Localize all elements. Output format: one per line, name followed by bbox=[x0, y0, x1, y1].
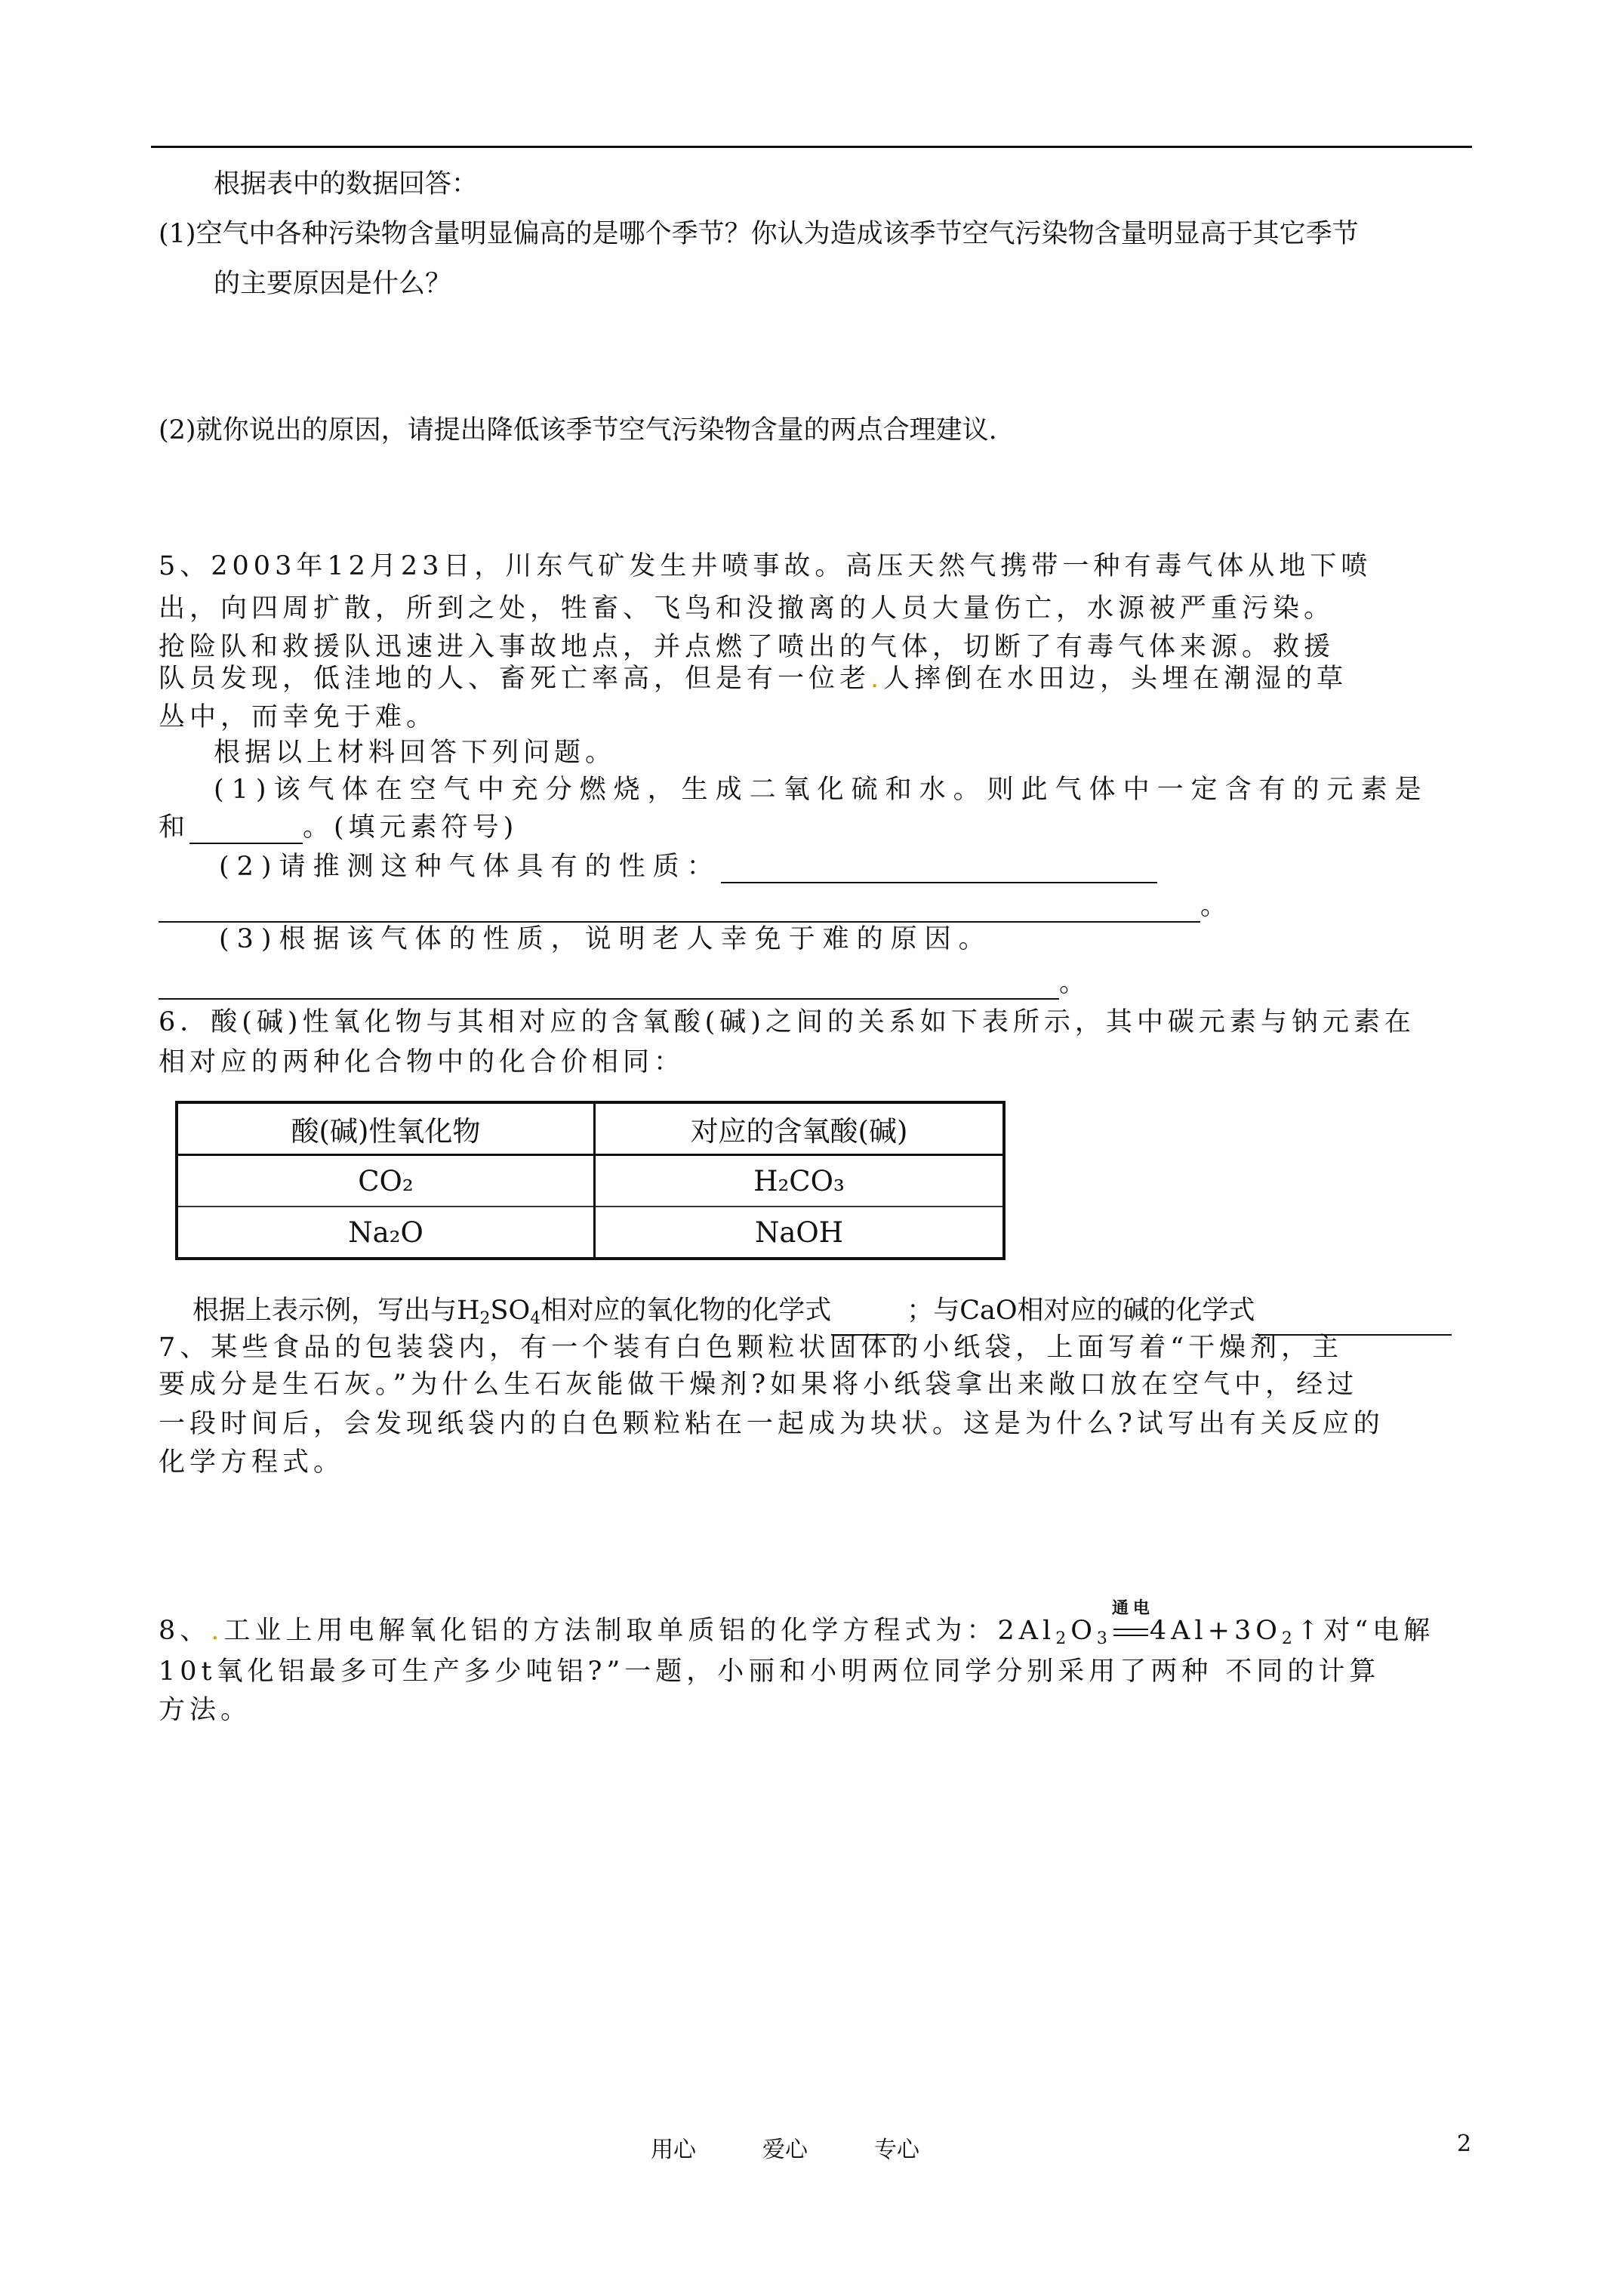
q7-line-4: 化学方程式。 bbox=[159, 1447, 345, 1478]
q8-text-2: 对“电解 bbox=[1323, 1616, 1435, 1646]
q6-after-so: SO bbox=[490, 1296, 531, 1326]
q5-line-1: 5、2003年12月23日，川东气矿发生井喷事故。高压天然气携带一种有毒气体从地下喷 bbox=[159, 551, 1372, 581]
gas-arrow: ↑ bbox=[1296, 1616, 1324, 1646]
q5-line-5: 丛中，而幸免于难。 bbox=[159, 702, 438, 732]
intro-text: 根据表中的数据回答： bbox=[214, 169, 479, 199]
equation-o: O bbox=[1070, 1616, 1097, 1646]
equals-sign bbox=[1113, 1629, 1148, 1636]
footer-motto-3: 专心 bbox=[874, 2137, 919, 2163]
reaction-condition bbox=[1111, 1598, 1154, 1647]
q5-sub2-text: (2)请推测这种气体具有的性质： bbox=[219, 852, 721, 882]
q6-after-text-3: ；与CaO相对应的碱的化学式 bbox=[907, 1296, 1255, 1326]
q5-sub1-line-2 bbox=[159, 811, 518, 844]
q7-line-3: 一段时间后，会发现纸袋内的白色颗粒粘在一起成为块状。这是为什么?试写出有关反应的 bbox=[159, 1409, 1384, 1439]
q6-line-1: 6．酸(碱)性氧化物与其相对应的含氧酸(碱)之间的关系如下表所示，其中碳元素与钠元素在 bbox=[159, 1007, 1415, 1037]
q8-line-2: 10t氧化铝最多可生产多少吨铝?”一题，小丽和小明两位同学分别采用了两种 不同的计算 bbox=[159, 1657, 1381, 1687]
header-rule bbox=[151, 146, 1472, 148]
q8-line-3: 方法。 bbox=[159, 1695, 252, 1725]
subscript: 4 bbox=[530, 1309, 541, 1328]
question-1-line-1: (1)空气中各种污染物含量明显偏高的是哪个季节？你认为造成该季节空气污染物含量明显高于其它季节 bbox=[159, 219, 1359, 249]
subscript: 3 bbox=[1096, 1629, 1112, 1648]
q5-sub1-and: 和 bbox=[159, 812, 190, 843]
table-cell: NaOH bbox=[595, 1207, 1005, 1259]
q6-line-2: 相对应的两种化合物中的化合价相同： bbox=[159, 1047, 685, 1077]
equation-right: 4Al+3O bbox=[1149, 1616, 1282, 1646]
q7-line-2: 要成分是生石灰。”为什么生石灰能做干燥剂?如果将小纸袋拿出来敞口放在空气中，经过 bbox=[159, 1370, 1359, 1400]
q8-line-1 bbox=[159, 1598, 1435, 1656]
q5-line-4b: 人摔倒在水田边，头埋在潮湿的草 bbox=[883, 664, 1348, 694]
table-cell: H₂CO₃ bbox=[595, 1155, 1005, 1207]
q7-line-1: 7、某些食品的包装袋内，有一个装有白色颗粒状固体的小纸袋，上面写着“干燥剂，主 bbox=[159, 1333, 1344, 1363]
q5-line-2: 出，向四周扩散，所到之处，牲畜、飞鸟和没撤离的人员大量伤亡，水源被严重污染。 bbox=[159, 593, 1335, 624]
q5-sub3: (3)根据该气体的性质，说明老人幸免于难的原因。 bbox=[219, 924, 993, 954]
q5-sub3-period: 。 bbox=[1059, 968, 1086, 998]
table-cell: Na₂O bbox=[177, 1207, 595, 1259]
subscript: 2 bbox=[1055, 1629, 1071, 1648]
oxide-table bbox=[175, 1101, 1006, 1260]
q5-line-3: 抢险队和救援队迅速进入事故地点，并点燃了喷出的气体，切断了有毒气体来源。救援 bbox=[159, 632, 1335, 662]
answer-blank-properties-2[interactable] bbox=[159, 894, 1200, 923]
table-row bbox=[177, 1207, 1004, 1259]
mark-dot: . bbox=[870, 664, 884, 694]
question-1-line-2: 的主要原因是什么？ bbox=[214, 269, 452, 299]
table-header-cell: 酸(碱)性氧化物 bbox=[177, 1102, 595, 1155]
equation-left: 2Al bbox=[997, 1616, 1056, 1646]
subscript: 2 bbox=[1281, 1629, 1297, 1648]
answer-blank-reason[interactable] bbox=[159, 971, 1059, 1000]
q5-line-4 bbox=[159, 662, 1347, 695]
q5-sub2-period: 。 bbox=[1200, 891, 1227, 921]
q5-sub1-line-1: (1)该气体在空气中充分燃烧，生成二氧化硫和水。则此气体中一定含有的元素是 bbox=[214, 775, 1429, 805]
q5-sub3-continuation bbox=[159, 966, 1086, 1000]
mark-dot: . bbox=[211, 1616, 224, 1646]
question-2: (2)就你说出的原因，请提出降低该季节空气污染物含量的两点合理建议. bbox=[159, 415, 997, 445]
table-row bbox=[177, 1155, 1004, 1207]
footer-motto-1: 用心 bbox=[651, 2137, 696, 2163]
q6-after-table bbox=[192, 1294, 1452, 1336]
q5-prompt: 根据以上材料回答下列问题。 bbox=[214, 738, 617, 768]
q8-text-1: 工业上用电解氧化铝的方法制取单质铝的化学方程式为： bbox=[223, 1616, 998, 1646]
answer-blank-properties[interactable] bbox=[721, 855, 1157, 883]
table-header-cell: 对应的含氧酸(碱) bbox=[595, 1102, 1005, 1155]
page-number: 2 bbox=[1457, 2131, 1472, 2157]
q6-after-text-1: 根据上表示例，写出与H bbox=[192, 1296, 480, 1326]
q5-sub2 bbox=[219, 850, 1157, 883]
table-header-row bbox=[177, 1102, 1004, 1155]
answer-blank-elements[interactable] bbox=[189, 815, 303, 844]
footer-motto-2: 爱心 bbox=[762, 2137, 808, 2163]
subscript: 2 bbox=[479, 1309, 491, 1328]
condition-label: 通电 bbox=[1111, 1598, 1154, 1618]
q5-sub2-continuation bbox=[159, 889, 1227, 923]
q5-sub1-tail: 。(填元素符号) bbox=[303, 812, 519, 843]
table-cell: CO₂ bbox=[177, 1155, 595, 1207]
q6-after-text-2: 相对应的氧化物的化学式 bbox=[540, 1296, 832, 1326]
q5-line-4a: 队员发现，低洼地的人、畜死亡率高，但是有一位老 bbox=[159, 664, 871, 694]
q8-number: 8、 bbox=[159, 1616, 211, 1646]
